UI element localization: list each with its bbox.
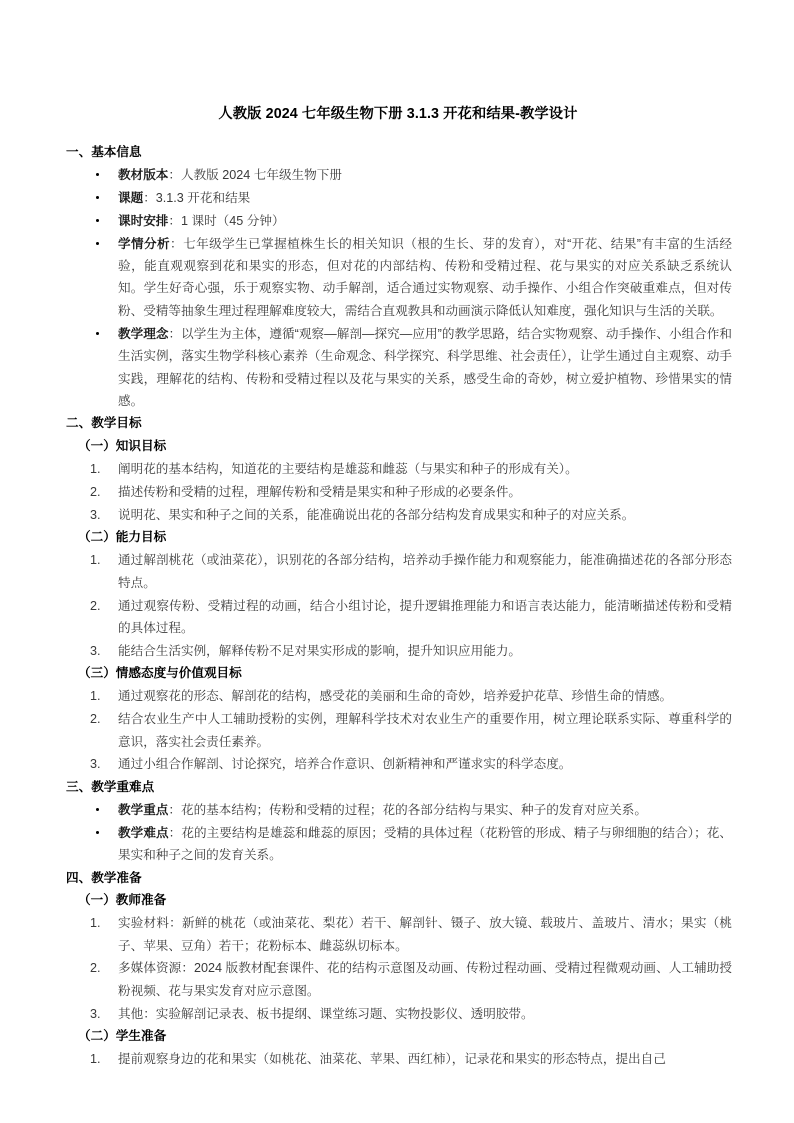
list-item: 能结合生活实例，解释传粉不足对果实形成的影响，提升知识应用能力。 [118,643,521,658]
subsection-heading: （二）学生准备 [78,1029,167,1044]
key-difficulties-list [64,799,732,867]
section-teaching-objectives [64,413,732,776]
list-item-text: 花的基本结构；传粉和受精的过程；花的各部分结构与果实、种子的发育对应关系。 [180,802,647,817]
list-item-text: 人教版 2024 七年级生物下册 [180,167,342,182]
knowledge-objectives-list [64,458,732,526]
list-item-text: 花的主要结构是雄蕊和雌蕊的原因；受精的具体过程（花粉管的形成、精子与卵细胞的结合）；花、果实和种子之间的发育关系。 [118,825,733,863]
list-item [64,164,732,186]
section-teaching-preparation [64,867,732,1070]
section-basic-info [64,141,732,412]
section-heading: 四、教学准备 [66,870,142,885]
list-item-text: 3.1.3 开花和结果 [155,190,251,205]
subsection-heading: （一）知识目标 [78,438,167,453]
list-item: 通过解剖桃花（或油菜花），识别花的各部分结构，培养动手操作能力和观察能力，能准确描述花的各部分形态特点。 [118,553,732,590]
basic-info-list [64,164,732,412]
list-item-label: 课题 [118,190,144,205]
list-item [64,799,732,821]
list-item: 通过小组合作解剖、讨论探究，培养合作意识、创新精神和严谨求实的科学态度。 [118,757,572,772]
list-item-text: 以学生为主体，遵循“观察—解剖—探究—应用”的教学思路，结合实物观察、动手操作、小组合作和生活实例，落实生物学科核心素养（生命观念、科学探究、科学思维、社会责任），让学生通过自主观察、动手实践，理解花的结构、传粉和受精过程以及花与果实的关系，感受生命的奇妙，树立爱护植物、珍惜果实的情感。 [118,326,733,409]
section-heading: 三、教学重难点 [66,779,155,794]
list-item-label: 教学难点 [118,825,169,840]
section-key-difficulties [64,776,732,866]
list-item: 说明花、果实和种子之间的关系，能准确说出花的各部分结构发育成果实和种子的对应关系。 [118,507,635,522]
list-item-separator: ： [170,236,184,251]
list-item: 结合农业生产中人工辅助授粉的实例，理解科学技术对农业生产的重要作用，树立理论联系实际、尊重科学的意识，落实社会责任素养。 [118,712,732,749]
list-item: 实验材料：新鲜的桃花（或油菜花、梨花）若干、解剖针、镊子、放大镜、载玻片、盖玻片、清水；果实（桃子、苹果、豆角）若干；花粉标本、雌蕊纵切标本。 [118,916,732,953]
list-item [64,323,732,413]
list-item-label: 课时安排 [118,213,169,228]
list-item [64,187,732,209]
list-item: 描述传粉和受精的过程，理解传粉和受精是果实和种子形成的必要条件。 [118,484,521,499]
list-item-separator: ： [168,213,181,228]
list-item: 提前观察身边的花和果实（如桃花、油菜花、苹果、西红柿），记录花和果实的形态特点，提出自己 [118,1052,666,1067]
attitude-objectives-list [64,685,732,776]
student-preparation-list [64,1048,732,1070]
list-item-separator: ： [168,326,182,341]
list-item-text: 七年级学生已掌握植株生长的相关知识（根的生长、芽的发育），对“开花、结果”有丰富的生活经验，能直观观察到花和果实的形态，但对花的内部结构、传粉和受精过程、花与果实的对应关系缺乏系统认知。学生好奇心强，乐于观察实物、动手解剖，适合通过实物观察、动手操作、小组合作突破重难点，但对传粉、受精等抽象生理过程理解难度较大，需结合直观教具和动画演示降低认知难度，强化知识与生活的关联。 [118,236,733,318]
page-title: 人教版 2024 七年级生物下册 3.1.3 开花和结果-教学设计 [218,106,578,122]
list-item-label: 教学理念 [118,326,169,341]
list-item [64,210,732,232]
list-item: 其他：实验解剖记录表、板书提纲、课堂练习题、实物投影仪、透明胶带。 [118,1006,534,1021]
list-item-label: 教材版本 [118,167,169,182]
ability-objectives-list [64,549,732,662]
list-item [64,822,732,867]
list-item: 阐明花的基本结构，知道花的主要结构是雄蕊和雌蕊（与果实和种子的形成有关）。 [118,461,578,476]
list-item: 通过观察传粉、受精过程的动画，结合小组讨论，提升逻辑推理能力和语言表达能力，能清晰描述传粉和受精的具体过程。 [118,598,732,635]
list-item-separator: ： [168,802,181,817]
list-item-label: 学情分析 [118,236,171,251]
list-item: 多媒体资源：2024 版教材配套课件、花的结构示意图及动画、传粉过程动画、受精过程微观动画、人工辅助授粉视频、花与果实发育对应示意图。 [118,961,732,998]
subsection-heading: （一）教师准备 [78,893,167,908]
subsection-heading: （三）情感态度与价值观目标 [78,666,242,681]
section-heading: 二、教学目标 [66,416,142,431]
list-item-separator: ： [143,190,156,205]
teacher-preparation-list [64,912,732,1025]
list-item-text: 1 课时（45 分钟） [180,213,285,228]
list-item-label: 教学重点 [118,802,169,817]
subsection-heading: （二）能力目标 [78,530,167,545]
list-item [64,233,732,323]
list-item: 通过观察花的形态、解剖花的结构，感受花的美丽和生命的奇妙，培养爱护花草、珍惜生命的情感。 [118,689,673,704]
section-heading: 一、基本信息 [66,144,142,159]
list-item-separator: ： [168,825,182,840]
list-item-separator: ： [168,167,181,182]
